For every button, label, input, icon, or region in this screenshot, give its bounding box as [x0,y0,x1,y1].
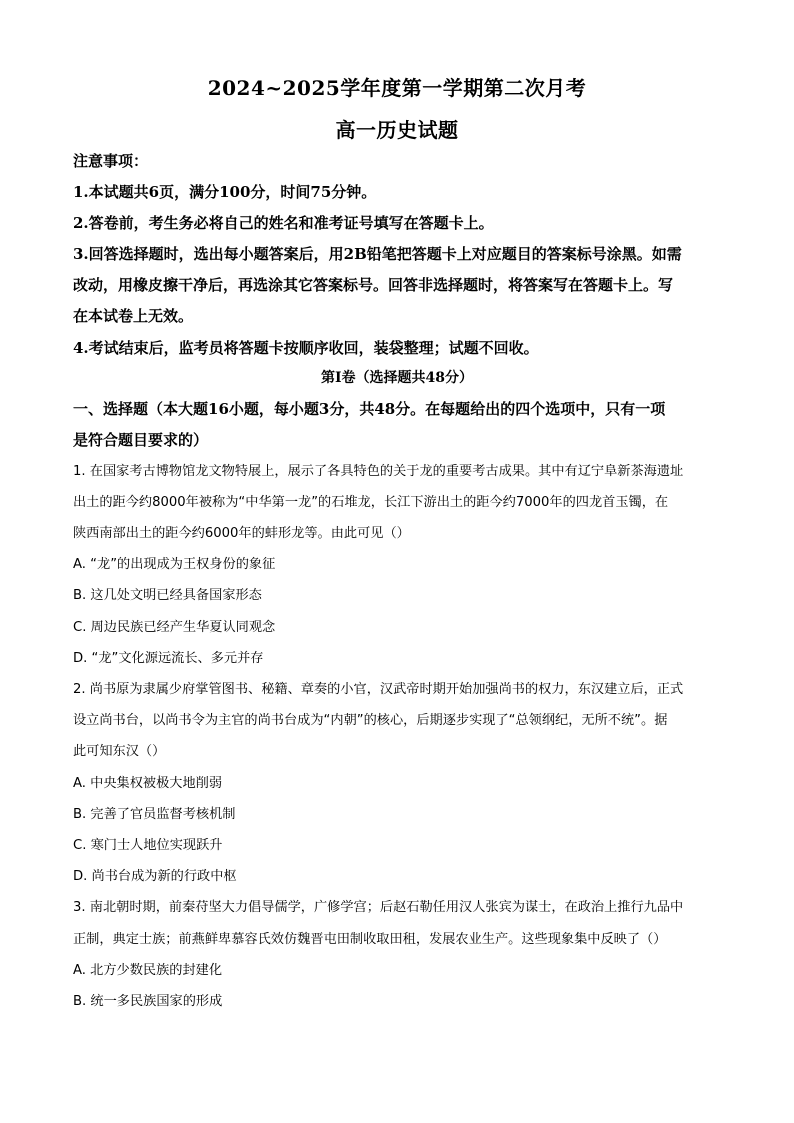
question-2-stem: 2. 尚书原为隶属少府掌管图书、秘籍、章奏的小官，汉武帝时期开始加强尚书的权力，东汉建立后，正式 [73,682,684,697]
note-line: 2.答卷前，考生务必将自己的姓名和准考证号填写在答题卡上。 [73,214,494,232]
note-line: 3.回答选择题时，选出每小题答案后，用2B铅笔把答题卡上对应题目的答案标号涂黑。如需 [73,245,682,263]
question-3-option-b: B. 统一多民族国家的形成 [73,994,223,1009]
question-3-option-a: A. 北方少数民族的封建化 [73,963,223,978]
note-line: 1.本试题共6页，满分100分，时间75分钟。 [73,183,377,201]
note-line: 4.考试结束后，监考员将答题卡按顺序收回，装袋整理；试题不回收。 [73,339,539,357]
question-2-option-a: A. 中央集权被极大地削弱 [73,776,223,791]
question-1-option-d: D. “龙”文化源远流长、多元并存 [73,651,264,666]
question-1-option-b: B. 这几处文明已经具备国家形态 [73,588,262,603]
question-1-option-c: C. 周边民族已经产生华夏认同观念 [73,620,276,635]
question-2-stem: 此可知东汉（） [73,744,166,759]
exam-subtitle: 高一历史试题 [335,118,459,142]
section-heading: 是符合题目要求的） [73,431,209,449]
question-2-option-b: B. 完善了官员监督考核机制 [73,807,236,822]
exam-title: 2024~2025学年度第一学期第二次月考 [207,76,587,100]
volume-heading: 第Ⅰ卷（选择题共48分） [320,370,474,386]
question-3-stem: 正制，典定士族；前燕鲜卑慕容氏效仿魏晋屯田制收取田租，发展农业生产。这些现象集中反映了（） [73,932,667,947]
question-3-stem: 3. 南北朝时期，前秦苻坚大力倡导儒学，广修学宫；后赵石勒任用汉人张宾为谋士，在政治上推行九品中 [73,900,684,915]
question-1-stem: 1. 在国家考古博物馆龙文物特展上，展示了各具特色的关于龙的重要考古成果。其中有辽宁阜新茶海遗址 [73,464,684,479]
notes-heading: 注意事项： [73,152,149,170]
question-1-option-a: A. “龙”的出现成为王权身份的象征 [73,557,276,572]
note-line: 在本试卷上无效。 [73,307,194,325]
section-heading: 一、选择题（本大题16小题，每小题3分，共48分。在每题给出的四个选项中，只有一项 [73,400,666,418]
question-1-stem: 出土的距今约8000年被称为“中华第一龙”的石堆龙，长江下游出土的距今约7000年的四龙首玉镯，在 [73,495,669,510]
question-2-option-c: C. 寒门士人地位实现跃升 [73,838,223,853]
question-2-stem: 设立尚书台，以尚书令为主官的尚书台成为“内朝”的核心，后期逐步实现了“总领纲纪，无所不统”。据 [73,713,668,728]
note-line: 改动，用橡皮擦干净后，再选涂其它答案标号。回答非选择题时，将答案写在答题卡上。写 [73,276,674,294]
question-2-option-d: D. 尚书台成为新的行政中枢 [73,869,237,884]
question-1-stem: 陕西南部出土的距今约6000年的蚌形龙等。由此可见（） [73,526,410,541]
